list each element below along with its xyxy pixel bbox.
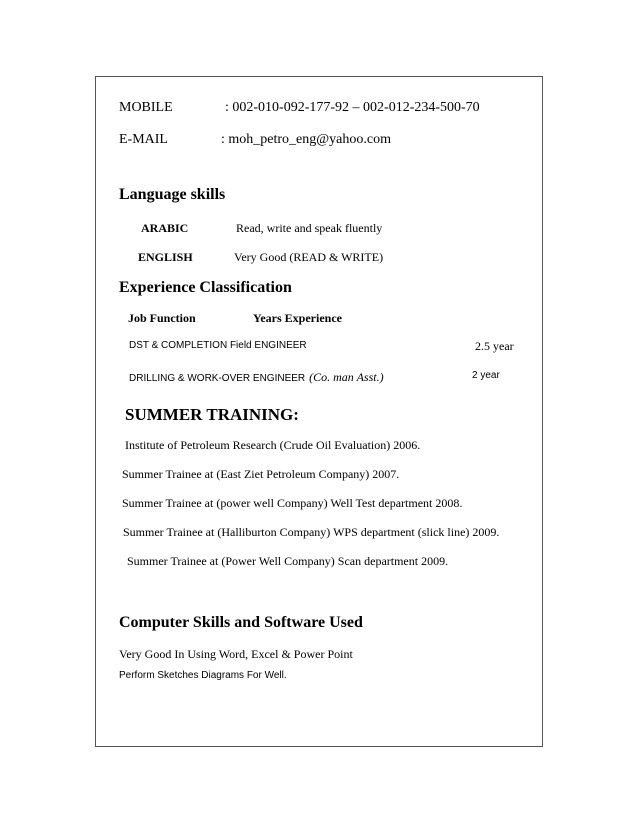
computer-skill-line: Perform Sketches Diagrams For Well. bbox=[119, 670, 287, 681]
email-value: : moh_petro_eng@yahoo.com bbox=[221, 132, 391, 147]
language-level-arabic: Read, write and speak fluently bbox=[236, 221, 383, 235]
language-level-english: Very Good (READ & WRITE) bbox=[234, 250, 384, 264]
experience-row-years: 2 year bbox=[472, 370, 500, 381]
computer-skill-line: Very Good In Using Word, Excel & Power Point bbox=[119, 647, 353, 661]
computer-heading: Computer Skills and Software Used bbox=[119, 614, 363, 631]
training-item: Summer Trainee at (Halliburton Company) WPS department (slick line) 2009. bbox=[123, 525, 500, 539]
mobile-label: MOBILE bbox=[119, 100, 173, 115]
training-item: Summer Trainee at (power well Company) Well Test department 2008. bbox=[122, 496, 463, 510]
language-name-arabic: ARABIC bbox=[141, 221, 189, 235]
training-item: Institute of Petroleum Research (Crude Oil Evaluation) 2006. bbox=[125, 438, 421, 452]
training-heading: SUMMER TRAINING: bbox=[125, 405, 299, 424]
mobile-value: : 002-010-092-177-92 – 002-012-234-500-70 bbox=[225, 100, 480, 115]
language-heading: Language skills bbox=[119, 186, 226, 203]
email-label: E-MAIL bbox=[119, 132, 168, 147]
experience-row-years: 2.5 year bbox=[475, 339, 514, 353]
experience-col-function: Job Function bbox=[128, 311, 196, 325]
experience-col-years: Years Experience bbox=[253, 311, 342, 325]
training-item: Summer Trainee at (East Ziet Petroleum Company) 2007. bbox=[122, 467, 400, 481]
language-name-english: ENGLISH bbox=[138, 250, 193, 264]
training-item: Summer Trainee at (Power Well Company) Scan department 2009. bbox=[127, 554, 449, 568]
experience-row-note: (Co. man Asst.) bbox=[309, 370, 384, 384]
experience-heading: Experience Classification bbox=[119, 279, 292, 296]
experience-row-function: DST & COMPLETION Field ENGINEER bbox=[129, 340, 307, 351]
experience-row-function: DRILLING & WORK-OVER ENGINEER bbox=[129, 373, 306, 384]
experience-row-function-cell bbox=[129, 369, 384, 385]
